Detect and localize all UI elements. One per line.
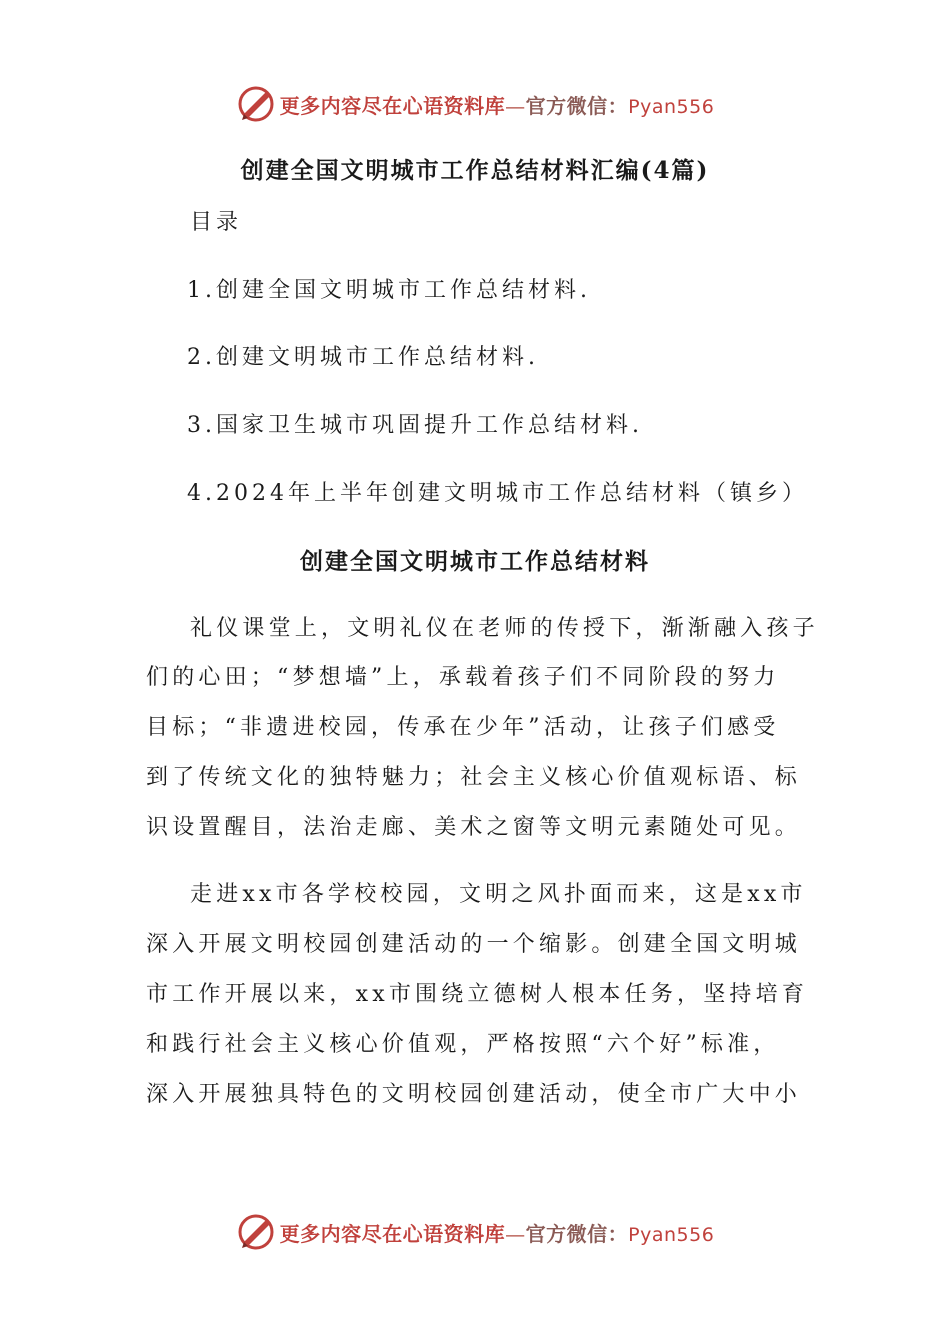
pen-logo-icon [236, 1212, 276, 1252]
paragraph-line: 到了传统文化的独特魅力；社会主义核心价值观标语、标 [146, 765, 802, 790]
toc-item: 4.2024年上半年创建文明城市工作总结材料（镇乡） [187, 481, 808, 506]
toc-item: 1.创建全国文明城市工作总结材料. [187, 278, 591, 303]
section-title: 创建全国文明城市工作总结材料 [300, 548, 650, 575]
paragraph-line: 识设置醒目，法治走廊、美术之窗等文明元素随处可见。 [146, 815, 802, 840]
footer-banner [0, 1210, 950, 1254]
paragraph-line: 目标；“非遗进校园，传承在少年”活动，让孩子们感受 [146, 715, 780, 740]
banner-wechat-label: 官方微信： [525, 1221, 629, 1246]
banner-dash: — [505, 1221, 526, 1246]
paragraph-line: 市工作开展以来，xx市围绕立德树人根本任务，坚持培育 [146, 982, 809, 1007]
banner-text [280, 90, 715, 119]
banner-slogan: 更多内容尽在心语资料库 [279, 93, 506, 118]
banner-slogan: 更多内容尽在心语资料库 [279, 1221, 506, 1246]
toc-heading: 目录 [190, 210, 243, 235]
banner-wechat-label: 官方微信： [525, 93, 629, 118]
paragraph-line: 深入开展独具特色的文明校园创建活动，使全市广大中小 [146, 1082, 802, 1107]
toc-item: 3.国家卫生城市巩固提升工作总结材料. [187, 413, 643, 438]
toc-item: 2.创建文明城市工作总结材料. [187, 345, 539, 370]
pen-logo-icon [236, 84, 276, 124]
paragraph-line: 深入开展文明校园创建活动的一个缩影。创建全国文明城 [146, 932, 802, 957]
banner-wechat-id: Pyan556 [628, 95, 715, 118]
banner-dash: — [505, 93, 526, 118]
paragraph-line: 们的心田；“梦想墙”上，承载着孩子们不同阶段的努力 [146, 665, 780, 690]
banner-wechat-id: Pyan556 [628, 1223, 715, 1246]
paragraph-line: 和践行社会主义核心价值观，严格按照“六个好”标准， [146, 1032, 780, 1057]
banner-text [280, 1218, 715, 1247]
paragraph-line: 礼仪课堂上，文明礼仪在老师的传授下，渐渐融入孩子 [190, 616, 819, 641]
document-title: 创建全国文明城市工作总结材料汇编(4篇) [240, 157, 710, 184]
paragraph-line: 走进xx市各学校校园，文明之风扑面而来，这是xx市 [190, 882, 807, 907]
header-banner [0, 82, 950, 126]
